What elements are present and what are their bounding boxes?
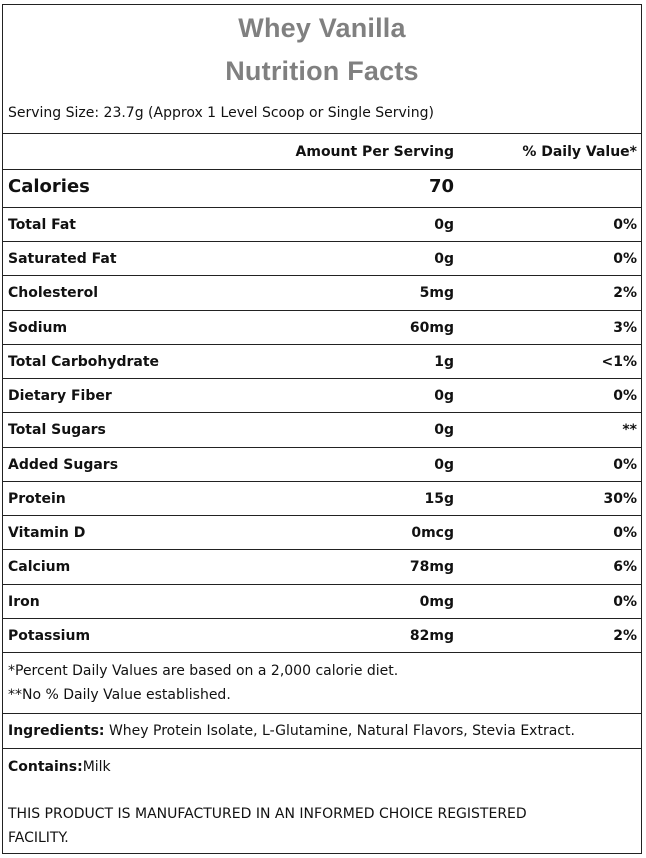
product-title: Whey Vanilla — [238, 13, 406, 43]
nutrient-row — [3, 276, 641, 310]
nutrient-name: Vitamin D — [8, 525, 86, 542]
nutrient-row — [3, 413, 641, 447]
serving-size: Serving Size: 23.7g (Approx 1 Level Scoop or Single Serving) — [8, 105, 434, 121]
nutrient-name: Saturated Fat — [8, 251, 117, 268]
ingredients-text: Whey Protein Isolate, L-Glutamine, Natural Flavors, Stevia Extract. — [104, 723, 575, 739]
nutrition-facts-heading: Nutrition Facts — [225, 56, 419, 86]
nutrient-row — [3, 482, 641, 516]
calories-value: 70 — [428, 176, 454, 197]
nutrient-name: Added Sugars — [8, 456, 119, 473]
nutrient-name: Potassium — [8, 627, 91, 644]
facility-statement-line1: THIS PRODUCT IS MANUFACTURED IN AN INFORMED CHOICE REGISTERED — [8, 806, 527, 822]
nutrient-amount: 0mg — [419, 593, 454, 610]
nutrient-amount: 0mcg — [411, 525, 454, 542]
nutrient-daily-value: <1% — [601, 353, 637, 370]
nutrient-amount: 0g — [434, 388, 454, 405]
amount-per-serving-header: Amount Per Serving — [295, 144, 454, 160]
nutrient-row — [3, 448, 641, 482]
nutrient-amount: 0g — [434, 217, 454, 233]
contains-text: Milk — [82, 759, 111, 775]
nutrient-daily-value: 2% — [613, 285, 637, 302]
nutrient-name: Cholesterol — [8, 285, 98, 302]
nutrient-name: Dietary Fiber — [8, 388, 112, 405]
nutrition-label — [2, 4, 642, 854]
nutrient-row — [3, 208, 641, 242]
calories-label: Calories — [8, 176, 90, 197]
contains-line — [8, 758, 111, 776]
nutrient-name: Calcium — [8, 559, 71, 576]
nutrient-row — [3, 516, 641, 550]
nutrient-daily-value: 0% — [613, 456, 637, 473]
nutrient-amount: 60mg — [409, 319, 454, 336]
footnotes-section — [3, 653, 641, 714]
no-dv-footnote: **No % Daily Value established. — [8, 687, 231, 703]
nutrient-name: Total Fat — [8, 217, 77, 233]
nutrient-daily-value: 30% — [603, 490, 637, 507]
nutrient-name: Total Sugars — [8, 422, 106, 439]
nutrient-daily-value: 0% — [613, 388, 637, 405]
facility-statement-line2: FACILITY. — [8, 830, 69, 846]
ingredients-label: Ingredients: — [8, 723, 105, 739]
nutrient-name: Sodium — [8, 319, 68, 336]
nutrient-amount: 5mg — [419, 285, 454, 302]
nutrient-daily-value: 0% — [613, 217, 637, 233]
nutrient-row — [3, 242, 641, 276]
nutrient-amount: 15g — [424, 490, 454, 507]
nutrient-amount: 1g — [434, 353, 454, 370]
calories-row — [3, 170, 641, 208]
nutrient-name: Protein — [8, 490, 66, 507]
nutrient-row — [3, 550, 641, 584]
nutrient-amount: 0g — [434, 456, 454, 473]
nutrient-amount: 82mg — [409, 627, 454, 644]
nutrient-amount: 0g — [434, 251, 454, 268]
nutrient-row — [3, 619, 641, 653]
nutrient-name: Iron — [8, 593, 40, 610]
nutrient-daily-value: 0% — [613, 593, 637, 610]
dv-footnote: *Percent Daily Values are based on a 2,000 calorie diet. — [8, 663, 399, 679]
nutrient-amount: 78mg — [409, 559, 454, 576]
nutrient-daily-value: 0% — [613, 525, 637, 542]
ingredients-line — [8, 722, 575, 740]
nutrient-row — [3, 345, 641, 379]
daily-value-header: % Daily Value* — [522, 144, 637, 160]
column-header-row — [3, 134, 641, 170]
nutrient-amount: 0g — [434, 422, 454, 439]
nutrient-daily-value: 3% — [613, 319, 637, 336]
contains-label: Contains: — [8, 759, 83, 775]
nutrient-row — [3, 311, 641, 345]
nutrient-daily-value: 2% — [613, 627, 637, 644]
nutrient-daily-value: ** — [622, 422, 637, 439]
nutrient-row — [3, 585, 641, 619]
nutrient-daily-value: 0% — [613, 251, 637, 268]
nutrient-name: Total Carbohydrate — [8, 353, 160, 370]
ingredients-section — [3, 714, 641, 749]
nutrient-daily-value: 6% — [613, 559, 637, 576]
nutrient-row — [3, 379, 641, 413]
